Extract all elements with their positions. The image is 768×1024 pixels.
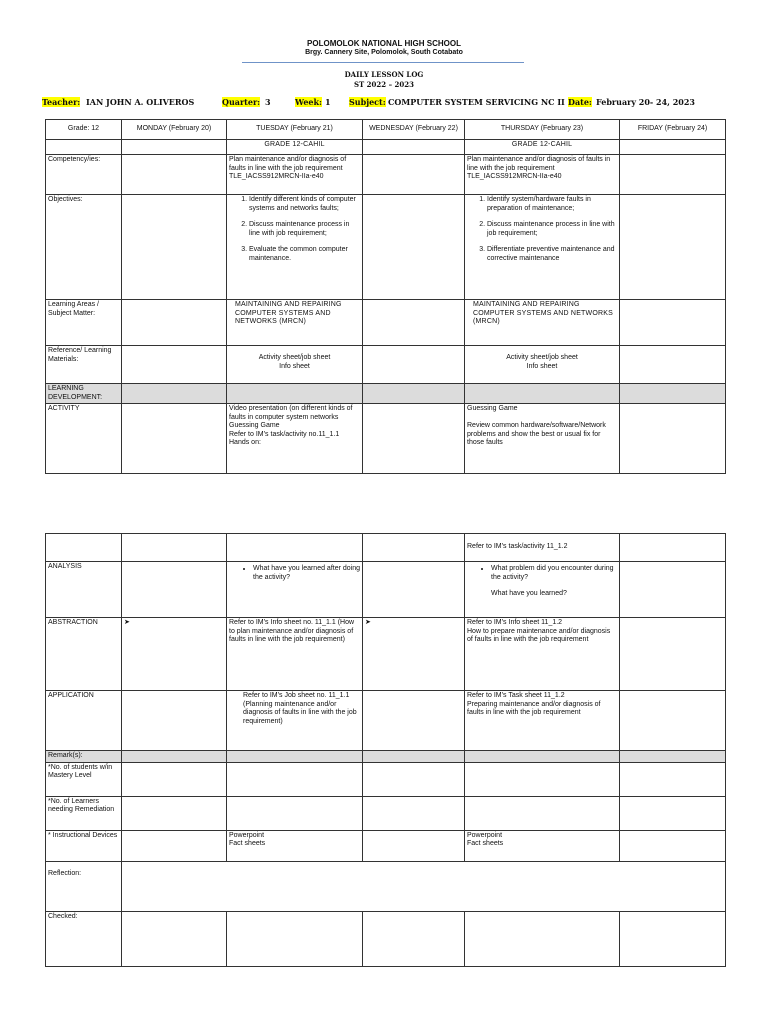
objective-item: 1. Identify system/hardware faults in preparation of maintenance; [487,196,617,213]
reflection-label: Reflection: [46,861,122,911]
objective-item: 2. Discuss maintenance process in line with job requirement; [487,221,617,238]
column-header-monday: MONDAY (February 20) [122,120,227,140]
date-label: Date: [568,97,592,107]
devices-thursday: Powerpoint Fact sheets [465,830,620,861]
info-line [42,97,742,109]
learning-development-label: LEARNING DEVELOPMENT: [46,384,122,404]
analysis-tuesday [227,562,363,618]
analysis-extra: What have you learned? [491,590,567,598]
application-tuesday: Refer to IM’s Job sheet no. 11_1.1 (Planning maintenance and/or diagnosis of faults in line with the job requirement) [227,691,363,751]
devices-tuesday: Powerpoint Fact sheets [227,830,363,861]
column-header-tuesday: TUESDAY (February 21) [227,120,363,140]
week-label: Week: [295,97,323,107]
analysis-question: • What have you learned after doing the activity? [253,565,360,582]
subject-label: Subject: [349,97,386,107]
week-value: 1 [325,97,331,107]
teacher-label: Teacher: [42,97,81,107]
objective-item: 2. Discuss maintenance process in line with job requirement; [249,221,360,238]
reference-thursday: Activity sheet/job sheet Info sheet [465,346,620,384]
analysis-thursday [465,562,620,618]
objectives-thursday [465,195,620,300]
analysis-question: • What problem did you encounter during the activity? [491,565,617,582]
column-header-thursday: THURSDAY (February 23) [465,120,620,140]
checked-label: Checked: [46,911,122,966]
school-address: Brgy. Cannery Site, Polomolok, South Cotabato [305,49,463,56]
reference-label: Reference/ Learning Materials: [46,346,122,384]
abstraction-tuesday: Refer to IM’s Info sheet no. 11_1.1 (How to plan maintenance and/or diagnosis of faults in line with the job requirement) [227,618,363,691]
activity-tuesday: Video presentation (on different kinds of faults in computer system networks Guessing Game Refer to IM’s task/activity no.11_1.1 Hands on: [227,404,363,474]
abstraction-label: ABSTRACTION [46,618,122,691]
date-value: February 20- 24, 2023 [596,97,695,107]
objective-item: 1. Identify different kinds of computer systems and networks faults; [249,196,360,213]
application-label: APPLICATION [46,691,122,751]
objectives-tuesday [227,195,363,300]
objectives-label: Objectives: [46,195,122,300]
reference-tuesday: Activity sheet/job sheet Info sheet [227,346,363,384]
arrow-bullet-icon: ➤ [363,618,465,691]
quarter-label: Quarter: [222,97,261,107]
learning-area-thursday: MAINTAINING AND REPAIRING COMPUTER SYSTEMS AND NETWORKS (MRCN) [465,300,620,346]
column-header-wednesday: WEDNESDAY (February 22) [363,120,465,140]
lesson-log-table-2 [45,533,726,967]
section-tuesday: GRADE 12-CAHIL [227,140,363,155]
arrow-bullet-icon: ➤ [122,618,227,691]
header-divider [242,62,524,63]
section-thursday: GRADE 12-CAHIL [465,140,620,155]
activity-thursday: Guessing Game Review common hardware/software/Network problems and show the best or usual fix for those faults [465,404,620,474]
school-year: ST 2022 – 2023 [353,80,415,89]
analysis-label: ANALYSIS [46,562,122,618]
continued-thursday: Refer to IM’s task/activity 11_1.2 [465,534,620,562]
devices-label: * Instructional Devices [46,830,122,861]
application-thursday: Refer to IM’s Task sheet 11_1.2 Preparing maintenance and/or diagnosis of faults in line with the job requirement [465,691,620,751]
abstraction-thursday: Refer to IM’s Info sheet 11_1.2 How to prepare maintenance and/or diagnosis of faults in line with the job requirement [465,618,620,691]
learning-area-tuesday: MAINTAINING AND REPAIRING COMPUTER SYSTEMS AND NETWORKS (MRCN) [227,300,363,346]
column-header-friday: FRIDAY (February 24) [620,120,726,140]
document-title: DAILY LESSON LOG [344,70,424,79]
reflection-field [122,861,726,911]
school-name: POLOMOLOK NATIONAL HIGH SCHOOL [307,39,461,48]
competency-tuesday: Plan maintenance and/or diagnosis of faults in line with the job requirement TLE_IACSS912MRCN-IIa-e40 [227,155,363,195]
quarter-value: 3 [265,97,271,107]
competency-label: Competency/ies: [46,155,122,195]
activity-label: ACTIVITY [46,404,122,474]
remediation-label: *No. of Learners needing Remediation [46,796,122,830]
objective-item: 3. Differentiate preventive maintenance and corrective maintenance [487,246,617,263]
subject-value: COMPUTER SYSTEM SERVICING NC II [388,97,565,107]
lesson-log-table-1 [45,119,726,474]
remarks-label: Remark(s): [46,751,122,763]
mastery-label: *No. of students w/in Mastery Level [46,762,122,796]
objective-item: 3. Evaluate the common computer maintenance. [249,246,360,263]
column-header-grade: Grade: 12 [46,120,122,140]
teacher-value: IAN JOHN A. OLIVEROS [86,97,195,107]
learning-area-label: Learning Areas / Subject Matter: [46,300,122,346]
competency-thursday: Plan maintenance and/or diagnosis of faults in line with the job requirement TLE_IACSS912MRCN-IIa-e40 [465,155,620,195]
